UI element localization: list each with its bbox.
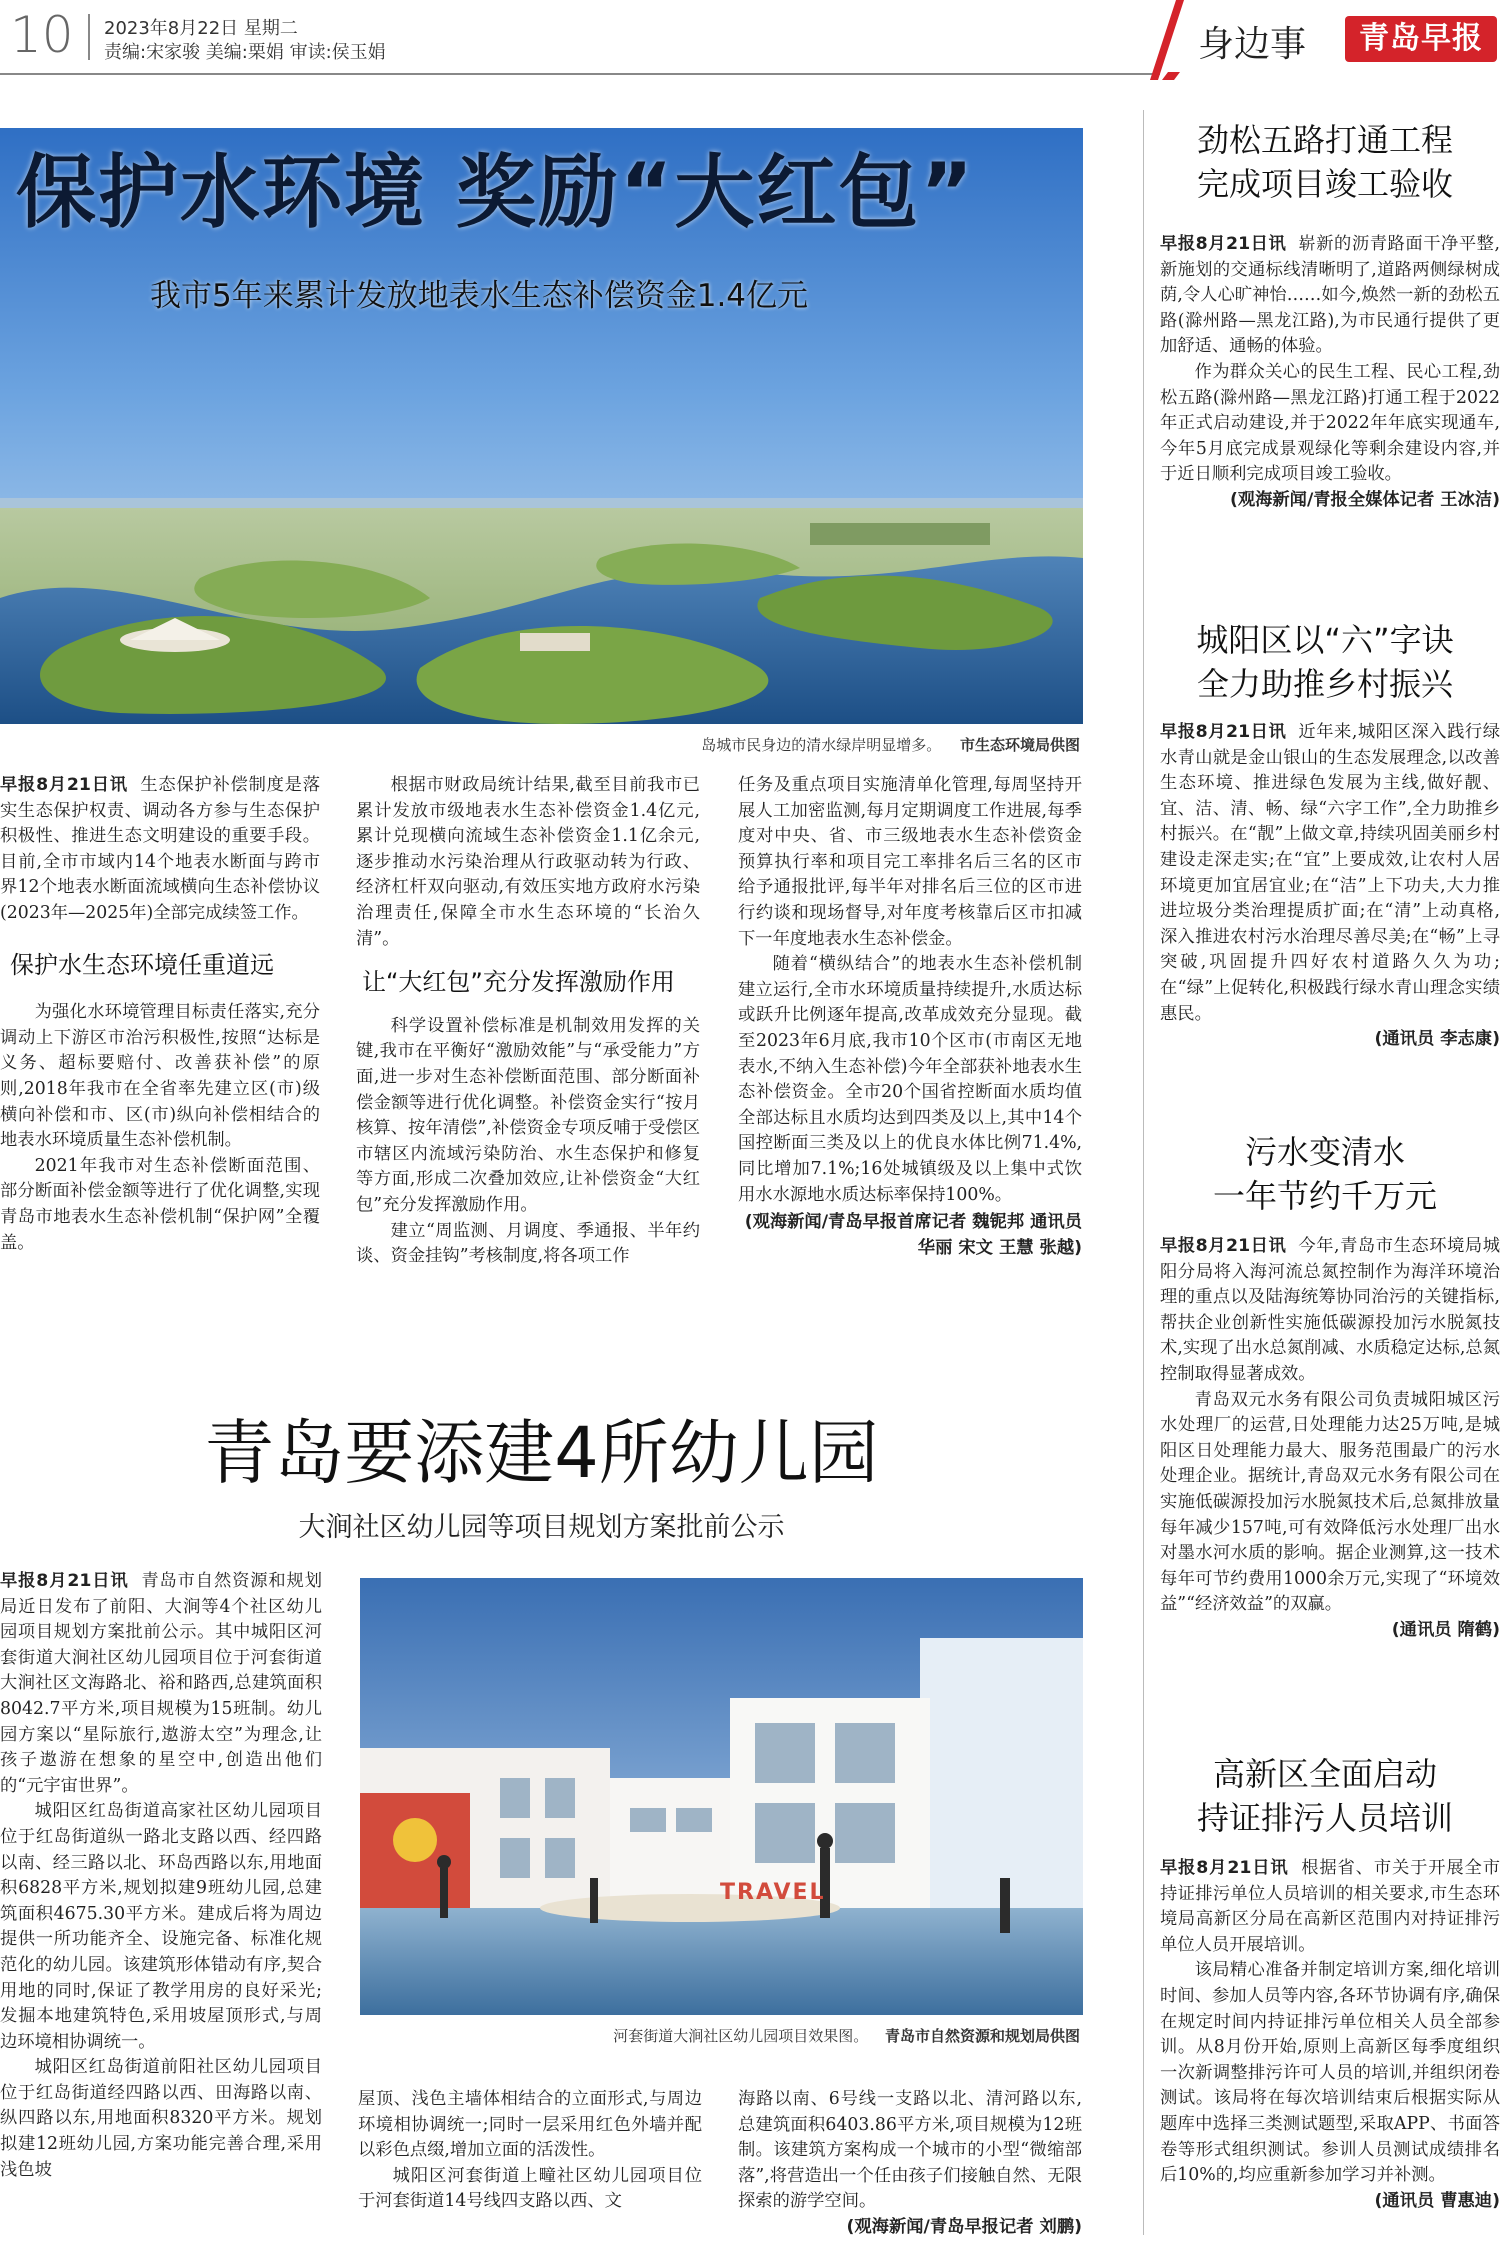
kindergarten-col2-p1: 屋顶、浅色主墙体相结合的立面形式,与周边环境相协调统一;同时一层采用红色外墙并配以彩色点缀,增加立面的活泼性。 (358, 2089, 702, 2161)
lead-dateline: 早报8月21日讯 (0, 775, 128, 795)
kindergarten-caption-text: 河套街道大涧社区幼儿园项目效果图。 (613, 2027, 869, 2045)
sidebar-story-3-p1: 今年,青岛市生态环境局城阳分局将入海河流总氮控制作为海洋环境治理的重点以及陆海统筹协同治污的关键指标,帮扶企业创新性实施低碳源投加污水脱氮技术,实现了出水总氮削减、水质稳定达标,总氮控制取得显著成效。 (1160, 1236, 1500, 1384)
sidebar-divider (1143, 110, 1144, 2235)
lead-col3-p1: 任务及重点项目实施清单化管理,每周坚持开展人工加密监测,每月定期调度工作进展,每季度对中央、省、市三级地表水生态补偿资金预算执行率和项目完工率排名后三名的区市给予通报批评,每半年对排名后三位的区市进行约谈和现场督导,对年度考核靠后区市扣减下一年度地表水生态补偿金。 (738, 775, 1082, 949)
sidebar-story-1-title-line2: 完成项目竣工验收 (1196, 165, 1453, 203)
sidebar-story-1-dateline: 早报8月21日讯 (1160, 234, 1287, 254)
kindergarten-subtitle: 大涧社区幼儿园等项目规划方案批前公示 (298, 1512, 785, 1543)
sidebar-story-4-title (1150, 1752, 1500, 1840)
header-divider-vertical (88, 14, 90, 60)
sidebar-story-1-p1: 崭新的沥青路面干净平整,新施划的交通标线清晰明了,道路两侧绿树成荫,令人心旷神怡……如今,焕然一新的劲松五路(滁州路—黑龙江路),为市民通行提供了更加舒适、通畅的体验。 (1160, 234, 1500, 357)
sidebar-story-2-byline: (通讯员 李志康) (1374, 1029, 1500, 1050)
lead-caption-credit: 市生态环境局供图 (959, 736, 1080, 754)
kindergarten-photo-caption (360, 2025, 1080, 2046)
header-date: 2023年8月22日 星期二 (104, 18, 298, 39)
header-slash-accent (1150, 0, 1190, 80)
kindergarten-rendering-photo (360, 1578, 1083, 2015)
lead-col2-p2: 科学设置补偿标准是机制效用发挥的关键,我市在平衡好“激励效能”与“承受能力”方面,进一步对生态补偿断面范围、部分断面补偿金额等进行优化调整。补偿资金实行“按月核算、按年清偿”,补偿资金专项反哺于受偿区市辖区内流域污染防治、水生态保护和修复等方面,形成二次叠加效应,让补偿资金“大红包”充分发挥激励作用。 (356, 1015, 700, 1215)
sidebar-story-4-title-line1: 高新区全面启动 (1212, 1755, 1437, 1793)
sidebar-story-2-p1: 近年来,城阳区深入践行绿水青山就是金山银山的生态发展理念,以改善生态环境、推进绿色发展为主线,做好靓、宜、洁、清、畅、绿“六字工作”,全力助推乡村振兴。在“靓”上做文章,持续巩固美丽乡村建设走深走实;在“宜”上要成效,让农村人居环境更加宜居宜业;在“洁”上下功夫,大力推进垃圾分类治理提质扩面;在“清”上动真格,深入推进农村污水治理尽善尽美;在“畅”上寻突破,巩固提升四好农村道路久久为功;在“绿”上促转化,积极践行绿水青山理念实绩惠民。 (1160, 722, 1500, 1024)
sidebar-story-3-byline: (通讯员 隋鹤) (1391, 1619, 1500, 1640)
sidebar-story-4-dateline: 早报8月21日讯 (1160, 1858, 1289, 1878)
kindergarten-col3-p1: 海路以南、6号线一支路以北、清河路以东,总建筑面积6403.86平方米,项目规模为12班制。该建筑方案构成一个城市的小型“微缩部落”,将营造出一个任由孩子们接触自然、无限探索的游学空间。 (738, 2089, 1082, 2212)
lead-column-2 (356, 773, 700, 1343)
lead-col1-p1: 生态保护补偿制度是落实生态保护权责、调动各方参与生态保护积极性、推进生态文明建设的重要手段。目前,全市市域内14个地表水断面与跨市界12个地表水断面流域横向生态补偿协议(2023年—2025年)全部完成续签工作。 (0, 775, 320, 923)
sidebar-story-3-title-line1: 污水变清水 (1244, 1133, 1405, 1171)
sidebar-story-3-dateline: 早报8月21日讯 (1160, 1236, 1287, 1256)
lead-subheading-2: 让“大红包”充分发挥激励作用 (362, 968, 675, 997)
lead-col3-p2: 随着“横纵结合”的地表水生态补偿机制建立运行,全市水环境质量持续提升,水质达标或跃升比例逐年提高,改革成效充分显现。截至2023年6月底,我市10个区市(市南区无地表水,不纳入生态补偿)今年全部获补地表水生态补偿资金。全市20个国省控断面水质均值全部达标且水质均达到四类及以上,其中14个国控断面三类及以上的优良水体比例71.4%,同比增加7.1%;16处城镇级及以上集中式饮用水水源地水质达标率保持100%。 (738, 954, 1082, 1205)
lead-col1-p2: 为强化水环境管理目标责任落实,充分调动上下游区市治污积极性,按照“达标是义务、超标要赔付、改善获补偿”的原则,2018年我市在全省率先建立区(市)级横向补偿和市、区(市)纵向补偿相结合的地表水环境质量生态补偿机制。 (0, 1002, 320, 1151)
sidebar-story-1-body (1160, 232, 1500, 568)
kindergarten-col2-p2: 城阳区河套街道上疃社区幼儿园项目位于河套街道14号线四支路以西、文 (358, 2165, 702, 2212)
kindergarten-caption-credit: 青岛市自然资源和规划局供图 (884, 2027, 1080, 2045)
page-number: 10 (10, 6, 74, 64)
sidebar-story-1-title-line1: 劲松五路打通工程 (1196, 121, 1453, 159)
lead-column-3 (738, 773, 1082, 1343)
sidebar-story-1-byline: (观海新闻/青报全媒体记者 王冰洁) (1229, 489, 1500, 510)
lead-subtitle: 我市5年来累计发放地表水生态补偿资金1.4亿元 (150, 278, 809, 314)
sidebar-story-2-title (1150, 618, 1500, 706)
sidebar-story-4-body (1160, 1856, 1500, 2243)
kindergarten-col1-p1: 青岛市自然资源和规划局近日发布了前阳、大涧等4个社区幼儿园项目规划方案批前公示。其中城阳区河套街道大涧社区幼儿园项目位于河套街道大涧社区文海路北、裕和路西,总建筑面积8042.7平方米,项目规模为15班制。幼儿园方案以“星际旅行,遨游太空”为理念,让孩子遨游在想象的星空中,创造出他们的“元宇宙世界”。 (0, 1571, 322, 1796)
lead-col2-p3: 建立“周监测、月调度、季通报、半年约谈、资金挂钩”考核制度,将各项工作 (356, 1220, 700, 1267)
lead-caption-text: 岛城市民身边的清水绿岸明显增多。 (701, 736, 942, 754)
header-rule (0, 73, 1160, 75)
rendering-sign: TRAVEL (720, 1880, 826, 1905)
kindergarten-byline: (观海新闻/青岛早报记者 刘鹏) (846, 2216, 1082, 2237)
lead-column-1 (0, 773, 320, 1343)
lead-col1-p3: 2021年我市对生态补偿断面范围、部分断面补偿金额等进行了优化调整,实现青岛市地表水生态补偿机制“保护网”全覆盖。 (0, 1155, 320, 1253)
lead-subheading-1: 保护水生态环境任重道远 (10, 950, 274, 979)
sidebar-story-3-title (1150, 1130, 1500, 1218)
sidebar-story-4-title-line2: 持证排污人员培训 (1196, 1799, 1453, 1837)
sidebar-story-4-p1: 根据省、市关于开展全市持证排污单位人员培训的相关要求,市生态环境局高新区分局在高新区范围内对持证排污单位人员开展培训。 (1160, 1858, 1500, 1955)
kindergarten-building-image (360, 1578, 1083, 2015)
sidebar-story-3-body (1160, 1234, 1500, 1716)
lead-byline: (观海新闻/青岛早报首席记者 魏铌邦 通讯员 华丽 宋文 王慧 张越) (744, 1212, 1082, 1258)
sidebar-story-3-title-line2: 一年节约千万元 (1212, 1177, 1437, 1215)
kindergarten-col1-p3: 城阳区红岛街道前阳社区幼儿园项目位于红岛街道经四路以西、田海路以南、纵四路以东,用地面积8320平方米。规划拟建12班幼儿园,方案功能完善合理,采用浅色坡 (0, 2057, 322, 2180)
lead-photo-caption (300, 734, 1080, 755)
sidebar-story-2-dateline: 早报8月21日讯 (1160, 722, 1287, 742)
sidebar-story-1-p2: 作为群众关心的民生工程、民心工程,劲松五路(滁州路—黑龙江路)打通工程于2022年正式启动建设,并于2022年年底实现通车,今年5月底完成景观绿化等剩余建设内容,并于近日顺利完成项目竣工验收。 (1160, 361, 1500, 485)
lead-col2-p1: 根据市财政局统计结果,截至目前我市已累计发放市级地表水生态补偿资金1.4亿元,累计兑现横向流域生态补偿资金1.1亿余元,逐步推动水污染治理从行政驱动转为行政、经济杠杆双向驱动,有效压实地方政府水污染治理责任,保障全市水生态环境的“长治久清”。 (356, 775, 700, 949)
sidebar-story-2-title-line1: 城阳区以“六”字诀 (1196, 621, 1454, 659)
kindergarten-title: 青岛要添建4所幼儿园 (204, 1412, 879, 1494)
sidebar-story-4-p2: 该局精心准备并制定培训方案,细化培训时间、参加人员等内容,各环节协调有序,确保在规定时间内持证排污单位相关人员全部参训。从8月份开始,原则上高新区每季度组织一次新调整排污许可人员的培训,并组织闭卷测试。该局将在每次培训结束后根据实际从题库中选择三类测试题型,采取APP、书面答卷等形式组织测试。参训人员测试成绩排名后10%的,均应重新参加学习并补测。 (1160, 1960, 1500, 2186)
sidebar-story-1-title (1150, 118, 1500, 206)
lead-title: 保护水环境 奖励“大红包” (16, 146, 976, 239)
header-staff: 责编:宋家骏 美编:栗娟 审读:侯玉娟 (104, 42, 386, 63)
sidebar-story-2-body (1160, 720, 1500, 1080)
sidebar-story-4-byline: (通讯员 曹惠迪) (1374, 2190, 1500, 2211)
kindergarten-dateline: 早报8月21日讯 (0, 1571, 129, 1591)
kindergarten-column-1 (0, 1569, 322, 2243)
kindergarten-column-3 (738, 2087, 1082, 2243)
masthead-logo-text: 青岛早报 (1359, 21, 1483, 56)
sidebar-story-2-title-line2: 全力助推乡村振兴 (1196, 665, 1453, 703)
section-label: 身边事 (1198, 24, 1307, 65)
kindergarten-col1-p2: 城阳区红岛街道高家社区幼儿园项目位于红岛街道纵一路北支路以西、经四路以南、经三路以北、环岛西路以东,用地面积6828平方米,规划拟建9班幼儿园,总建筑面积4675.30平方米。建成后将为周边提供一所功能齐全、设施完备、标准化规范化的幼儿园。该建筑形体错动有序,契合用地的同时,保证了教学用房的良好采光;发掘本地建筑特色,采用坡屋顶形式,与周边环境相协调统一。 (0, 1801, 322, 2052)
kindergarten-column-2 (358, 2087, 702, 2243)
sidebar-story-3-p2: 青岛双元水务有限公司负责城阳城区污水处理厂的运营,日处理能力达25万吨,是城阳区日处理能力最大、服务范围最广的污水处理企业。据统计,青岛双元水务有限公司在实施低碳源投加污水脱氮技术后,总氮排放量每年减少157吨,可有效降低污水处理厂出水对墨水河水质的影响。据企业测算,这一技术每年可节约费用1000余万元,实现了“环境效益”“经济效益”的双赢。 (1160, 1389, 1500, 1615)
